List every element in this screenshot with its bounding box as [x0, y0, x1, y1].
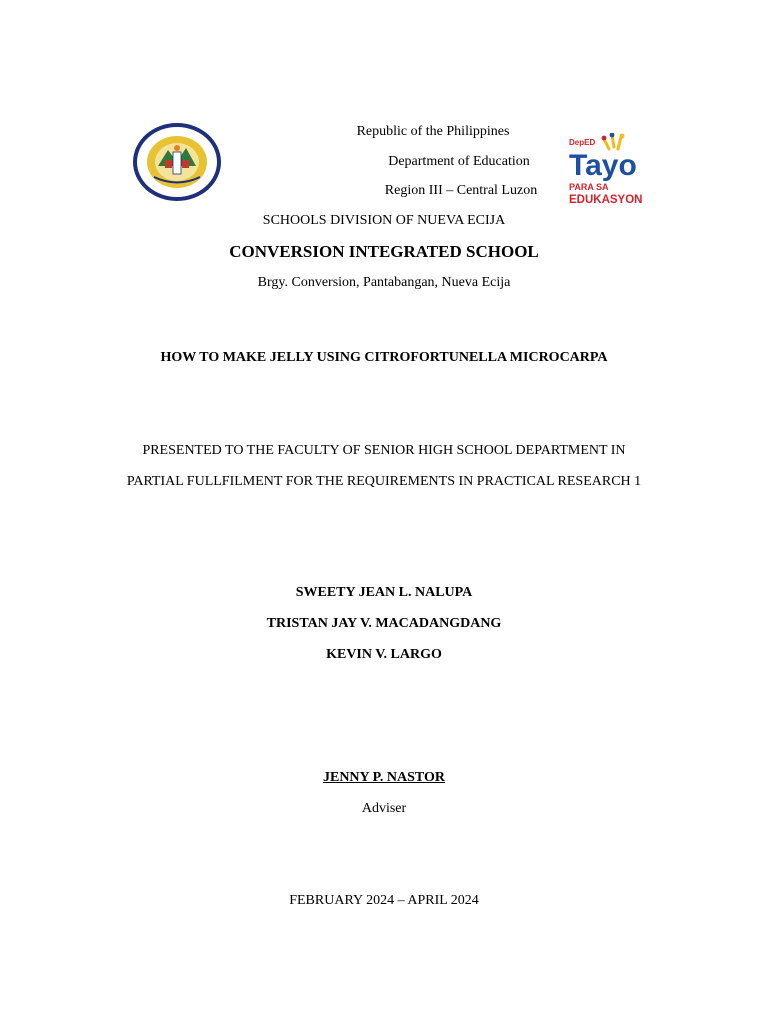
presented-line-1: PRESENTED TO THE FACULTY OF SENIOR HIGH SCHOOL DEPARTMENT IN — [142, 443, 626, 458]
division-line: SCHOOLS DIVISION OF NUEVA ECIJA — [262, 213, 506, 228]
tayo-text: Tayo — [569, 149, 637, 182]
author-1: SWEETY JEAN L. NALUPA — [295, 585, 473, 600]
adviser-role: Adviser — [361, 801, 407, 816]
adviser-block — [0, 769, 768, 787]
author-3: KEVIN V. LARGO — [326, 647, 442, 662]
date-range: FEBRUARY 2024 – APRIL 2024 — [289, 893, 479, 908]
research-title: HOW TO MAKE JELLY USING CITROFORTUNELLA MICROCARPA — [160, 350, 608, 365]
department-line: Department of Education — [388, 154, 530, 169]
deped-text: DepED — [569, 138, 596, 147]
author-2: TRISTAN JAY V. MACADANGDANG — [266, 616, 502, 631]
republic-line: Republic of the Philippines — [356, 124, 510, 139]
adviser-name: JENNY P. NASTOR — [322, 770, 445, 785]
edukasyon-text: EDUKASYON — [569, 194, 643, 206]
school-address: Brgy. Conversion, Pantabangan, Nueva Ecija — [257, 275, 511, 290]
region-line: Region III – Central Luzon — [384, 183, 538, 198]
school-name: CONVERSION INTEGRATED SCHOOL — [229, 242, 539, 261]
para-sa-text: PARA SA — [569, 182, 609, 192]
presented-line-2: PARTIAL FULLFILMENT FOR THE REQUIREMENTS IN PRACTICAL RESEARCH 1 — [126, 474, 642, 489]
